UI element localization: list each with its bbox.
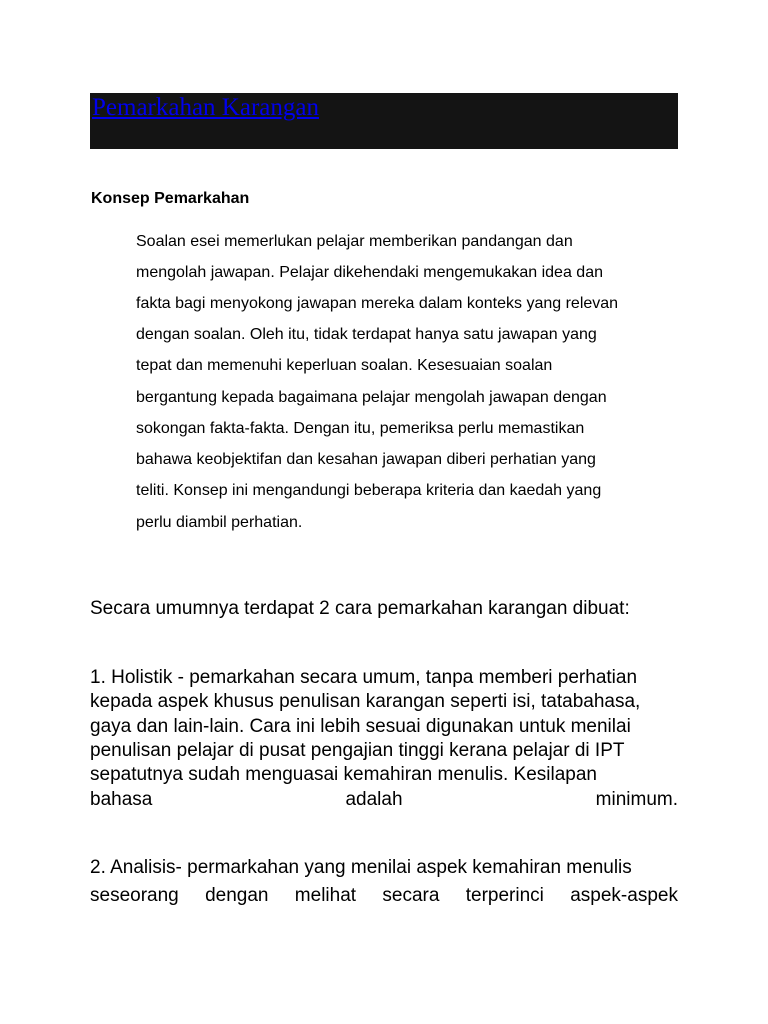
holistik-line: sepatutnya sudah menguasai kemahiran menulis. Kesilapan <box>90 764 597 785</box>
holistik-last-line <box>90 787 678 813</box>
word: terperinci <box>465 885 544 906</box>
holistik-line: gaya dan lain-lain. Cara ini lebih sesuai digunakan untuk menilai <box>90 716 631 737</box>
concept-line: teliti. Konsep ini mengandungi beberapa kriteria dan kaedah yang <box>136 482 602 499</box>
section-heading: Konsep Pemarkahan <box>91 190 250 207</box>
concept-line: Soalan esei memerlukan pelajar memberikan pandangan dan <box>136 233 573 250</box>
title-link[interactable]: Pemarkahan Karangan <box>92 94 319 121</box>
word: bahasa <box>90 789 153 810</box>
holistik-line: 1. Holistik - pemarkahan secara umum, tanpa memberi perhatian <box>90 667 638 688</box>
concept-line: dengan soalan. Oleh itu, tidak terdapat hanya satu jawapan yang <box>136 326 597 343</box>
word: minimum. <box>595 789 678 810</box>
word: aspek-aspek <box>570 885 678 906</box>
analisis-line: 2. Analisis- permarkahan yang menilai aspek kemahiran menulis <box>90 857 632 878</box>
word: dengan <box>205 885 269 906</box>
holistik-line: kepada aspek khusus penulisan karangan seperti isi, tatabahasa, <box>90 691 641 712</box>
concept-line: tepat dan memenuhi keperluan soalan. Kesesuaian soalan <box>136 357 553 374</box>
intro-line: Secara umumnya terdapat 2 cara pemarkahan karangan dibuat: <box>90 598 630 619</box>
word: melihat <box>294 885 357 906</box>
concept-line: fakta bagi menyokong jawapan mereka dalam konteks yang relevan <box>136 295 619 312</box>
word: seseorang <box>90 885 179 906</box>
word: secara <box>382 885 440 906</box>
holistik-line: penulisan pelajar di pusat pengajian tinggi kerana pelajar di IPT <box>90 740 625 761</box>
concept-line: sokongan fakta-fakta. Dengan itu, pemeriksa perlu memastikan <box>136 420 585 437</box>
concept-line: perlu diambil perhatian. <box>136 514 303 531</box>
word: adalah <box>345 789 403 810</box>
concept-line: mengolah jawapan. Pelajar dikehendaki mengemukakan idea dan <box>136 264 603 281</box>
title-banner <box>90 93 678 149</box>
analisis-line-justified <box>90 883 678 909</box>
concept-line: bahawa keobjektifan dan kesahan jawapan diberi perhatian yang <box>136 451 596 468</box>
concept-line: bergantung kepada bagaimana pelajar mengolah jawapan dengan <box>136 389 607 406</box>
